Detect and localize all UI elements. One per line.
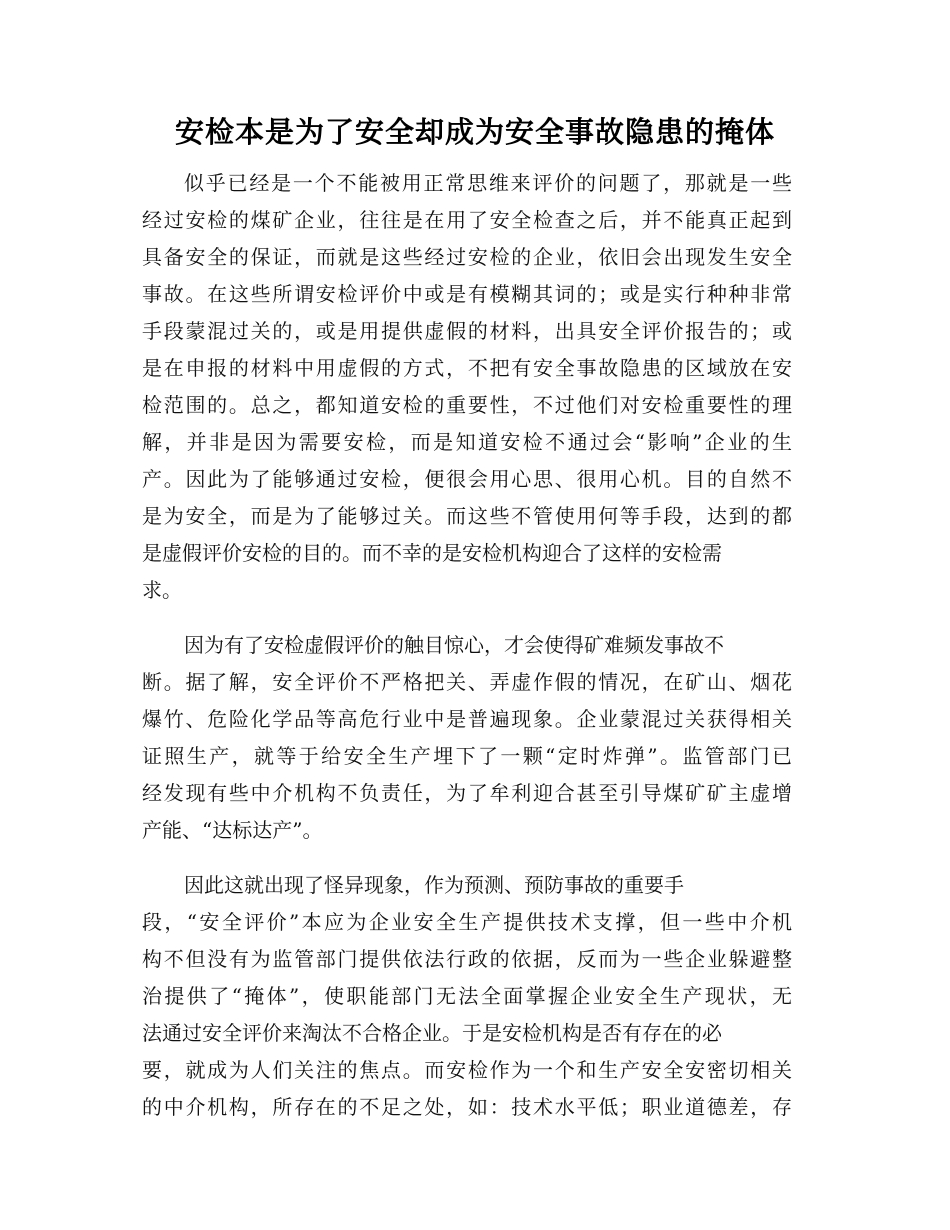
paragraph-3 xyxy=(142,867,792,1126)
paragraph-2 xyxy=(142,627,792,849)
text-line: 具备安全的保证，而就是这些经过安检的企业，依旧会出现发生安全 xyxy=(142,245,792,269)
text-line: 要，就成为人们关注的焦点。而安检作为一个和生产安全安密切相关 xyxy=(142,1058,792,1082)
text-line: 治提供了“掩体”，使职能部门无法全面掌握企业安全生产现状，无 xyxy=(142,984,792,1008)
text-line: 是为安全，而是为了能够过关。而这些不管使用何等手段，达到的都 xyxy=(142,504,792,528)
text-line: 是虚假评价安检的目的。而不幸的是安检机构迎合了这样的安检需 xyxy=(142,541,722,565)
text-line: 产。因此为了能够通过安检，便很会用心思、很用心机。目的自然不 xyxy=(142,467,792,491)
text-line: 断。据了解，安全评价不严格把关、弄虚作假的情况，在矿山、烟花 xyxy=(142,670,792,694)
text-line: 是在申报的材料中用虚假的方式，不把有安全事故隐患的区域放在安 xyxy=(142,356,792,380)
text-line: 解，并非是因为需要安检，而是知道安检不通过会“影响”企业的生 xyxy=(142,430,792,454)
text-line: 因此这就出现了怪异现象，作为预测、预防事故的重要手 xyxy=(184,873,684,897)
text-line: 因为有了安检虚假评价的触目惊心，才会使得矿难频发事故不 xyxy=(184,633,724,657)
text-line: 似乎已经是一个不能被用正常思维来评价的问题了，那就是一些 xyxy=(184,171,792,195)
text-line: 证照生产，就等于给安全生产埋下了一颗“定时炸弹”。监管部门已 xyxy=(142,744,792,768)
text-line: 检范围的。总之，都知道安检的重要性，不过他们对安检重要性的理 xyxy=(142,393,792,417)
text-line: 经发现有些中介机构不负责任，为了牟利迎合甚至引导煤矿矿主虚增 xyxy=(142,781,792,805)
text-line: 手段蒙混过关的，或是用提供虚假的材料，出具安全评价报告的；或 xyxy=(142,319,792,343)
text-line: 产能、“达标达产”。 xyxy=(142,818,323,842)
text-line: 的中介机构，所存在的不足之处，如：技术水平低；职业道德差，存 xyxy=(142,1095,792,1119)
document-body xyxy=(142,165,792,1144)
document-title: 安检本是为了安全却成为安全事故隐患的掩体 xyxy=(174,115,775,149)
text-line: 构不但没有为监管部门提供依法行政的依据，反而为一些企业躲避整 xyxy=(142,947,792,971)
text-line: 法通过安全评价来淘汰不合格企业。于是安检机构是否有存在的必 xyxy=(142,1021,722,1045)
text-line: 求。 xyxy=(142,578,182,602)
text-line: 段，“安全评价”本应为企业安全生产提供技术支撑，但一些中介机 xyxy=(142,910,792,934)
text-line: 爆竹、危险化学品等高危行业中是普遍现象。企业蒙混过关获得相关 xyxy=(142,707,792,731)
text-line: 事故。在这些所谓安检评价中或是有模糊其词的；或是实行种种非常 xyxy=(142,282,792,306)
text-line: 经过安检的煤矿企业，往往是在用了安全检查之后，并不能真正起到 xyxy=(142,208,792,232)
paragraph-1 xyxy=(142,165,792,609)
